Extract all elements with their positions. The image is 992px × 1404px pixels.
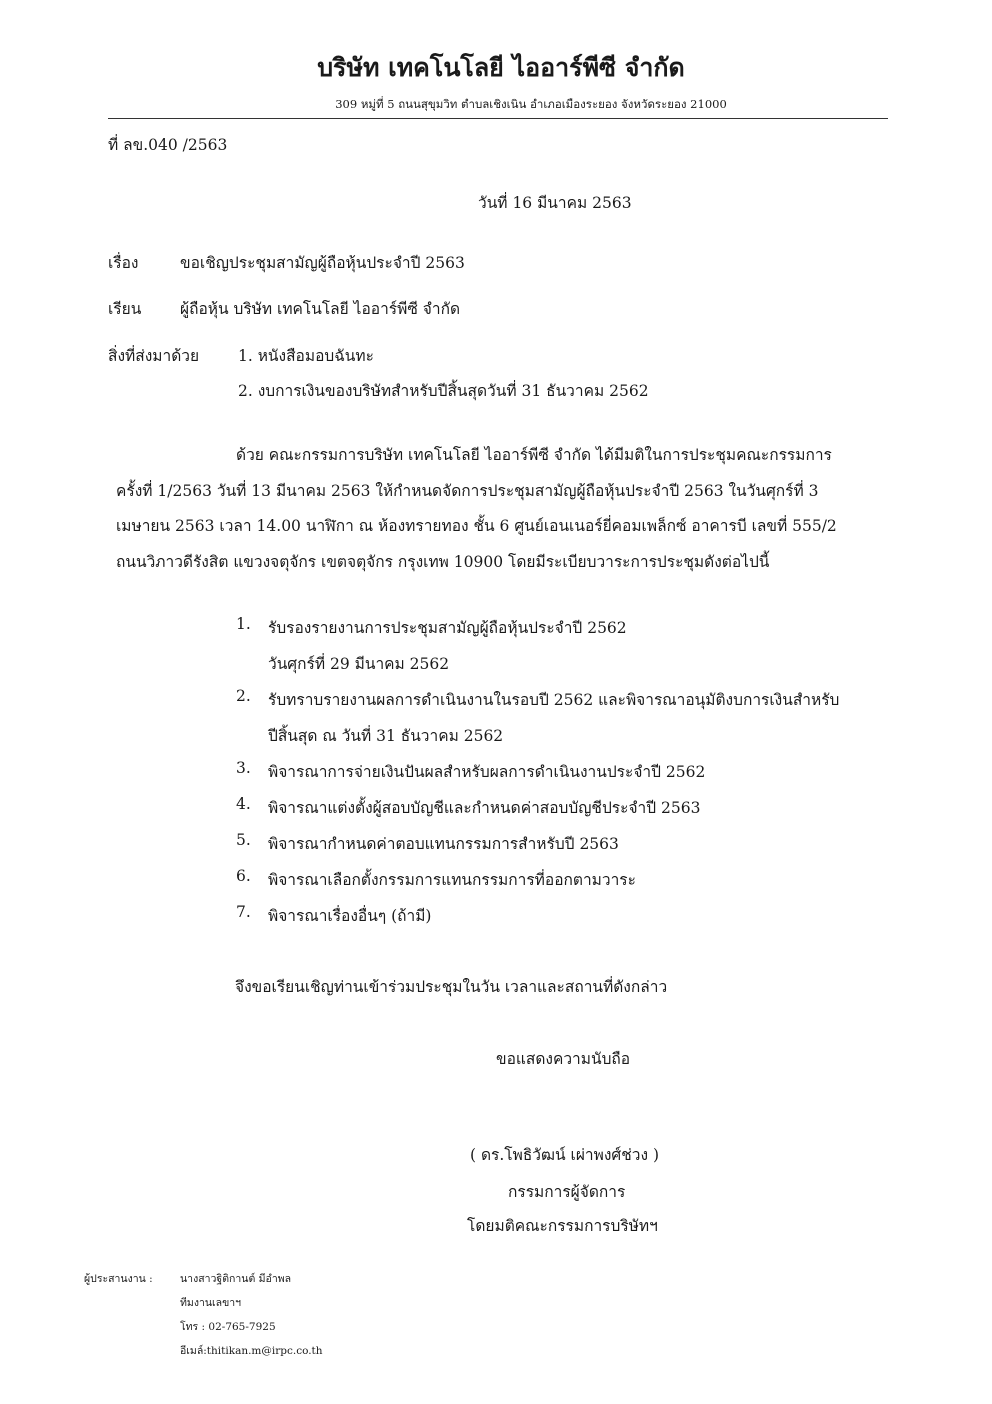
subject-label: เรื่อง xyxy=(108,254,139,272)
company-address: 309 หมู่ที่ 5 ถนนสุขุมวิท ตำบลเชิงเนิน อำเภอเมืองระยอง จังหวัดระยอง 21000 xyxy=(335,97,727,111)
body-line: เมษายน 2563 เวลา 14.00 นาฬิกา ณ ห้องทรายทอง ชั้น 6 ศูนย์เอนเนอร์ยี่คอมเพล็กซ์ อาคารบี เลขที่ 555/2 xyxy=(116,517,837,535)
letter-date: วันที่ 16 มีนาคม 2563 xyxy=(478,194,632,212)
agenda-text: พิจารณาเลือกตั้งกรรมการแทนกรรมการที่ออกตามวาระ xyxy=(268,871,636,889)
agenda-number: 7. xyxy=(236,903,251,921)
contact-block xyxy=(84,1270,323,1366)
agenda-item xyxy=(236,903,896,939)
agenda-number: 5. xyxy=(236,831,251,849)
contact-person: นางสาวฐิติกานต์ มีอำพล xyxy=(180,1273,292,1285)
agenda-number: 6. xyxy=(236,867,251,885)
agenda-item-continuation xyxy=(236,651,896,687)
contact-label: ผู้ประสานงาน : xyxy=(84,1273,153,1285)
header-divider xyxy=(108,118,888,119)
closing-invitation: จึงขอเรียนเชิญท่านเข้าร่วมประชุมในวัน เวลาและสถานที่ดังกล่าว xyxy=(235,978,668,996)
enclosures-label: สิ่งที่ส่งมาด้วย xyxy=(108,347,200,365)
company-name: บริษัท เทคโนโลยี ไออาร์พีซี จำกัด xyxy=(317,53,685,82)
agenda-list xyxy=(236,615,896,939)
signatory-authority: โดยมติคณะกรรมการบริษัทฯ xyxy=(467,1217,658,1235)
agenda-item xyxy=(236,795,896,831)
agenda-item xyxy=(236,759,896,795)
agenda-item-continuation xyxy=(236,723,896,759)
agenda-item xyxy=(236,831,896,867)
reference-number: ที่ ลข.040 /2563 xyxy=(108,136,228,154)
agenda-text: วันศุกร์ที่ 29 มีนาคม 2562 xyxy=(268,655,450,673)
closing-regards: ขอแสดงความนับถือ xyxy=(496,1050,631,1068)
agenda-text: รับทราบรายงานผลการดำเนินงานในรอบปี 2562 และพิจารณาอนุมัติงบการเงินสำหรับ xyxy=(268,691,840,709)
contact-phone: โทร : 02-765-7925 xyxy=(180,1321,276,1333)
agenda-item xyxy=(236,687,896,723)
agenda-number: 3. xyxy=(236,759,251,777)
agenda-number: 2. xyxy=(236,687,251,705)
body-paragraph xyxy=(116,442,886,584)
contact-team: ทีมงานเลขาฯ xyxy=(180,1297,242,1309)
contact-email[interactable]: อีเมล์:thitikan.m@irpc.co.th xyxy=(180,1345,323,1357)
body-line: ครั้งที่ 1/2563 วันที่ 13 มีนาคม 2563 ให้กำหนดจัดการประชุมสามัญผู้ถือหุ้นประจำปี 2563 ในวันศุกร์ที่ 3 xyxy=(116,481,819,500)
agenda-text: พิจารณาเรื่องอื่นๆ (ถ้ามี) xyxy=(268,907,432,925)
agenda-item xyxy=(236,615,896,651)
signatory-title: กรรมการผู้จัดการ xyxy=(508,1183,626,1201)
agenda-text: รับรองรายงานการประชุมสามัญผู้ถือหุ้นประจำปี 2562 xyxy=(268,619,627,637)
recipient-label: เรียน xyxy=(108,300,142,318)
agenda-text: พิจารณาแต่งตั้งผู้สอบบัญชีและกำหนดค่าสอบบัญชีประจำปี 2563 xyxy=(268,799,701,817)
body-line: ถนนวิภาวดีรังสิต แขวงจตุจักร เขตจตุจักร กรุงเทพ 10900 โดยมีระเบียบวาระการประชุมดังต่อไปนี้ xyxy=(116,552,770,571)
enclosure-item: 1. หนังสือมอบฉันทะ xyxy=(238,347,374,365)
agenda-number: 1. xyxy=(236,615,251,633)
body-line: ด้วย คณะกรรมการบริษัท เทคโนโลยี ไออาร์พีซี จำกัด ได้มีมติในการประชุมคณะกรรมการ xyxy=(236,446,832,464)
agenda-text: พิจารณากำหนดค่าตอบแทนกรรมการสำหรับปี 2563 xyxy=(268,835,619,853)
agenda-text: พิจารณาการจ่ายเงินปันผลสำหรับผลการดำเนินงานประจำปี 2562 xyxy=(268,763,706,781)
agenda-text: ปีสิ้นสุด ณ วันที่ 31 ธันวาคม 2562 xyxy=(268,727,504,745)
enclosure-item: 2. งบการเงินของบริษัทสำหรับปีสิ้นสุดวันที่ 31 ธันวาคม 2562 xyxy=(238,382,649,400)
agenda-item xyxy=(236,867,896,903)
signatory-name: ( ดร.โพธิวัฒน์ เผ่าพงศ์ช่วง ) xyxy=(470,1146,659,1164)
recipient-text: ผู้ถือหุ้น บริษัท เทคโนโลยี ไออาร์พีซี จำกัด xyxy=(180,300,461,318)
subject-text: ขอเชิญประชุมสามัญผู้ถือหุ้นประจำปี 2563 xyxy=(180,254,465,272)
agenda-number: 4. xyxy=(236,795,251,813)
